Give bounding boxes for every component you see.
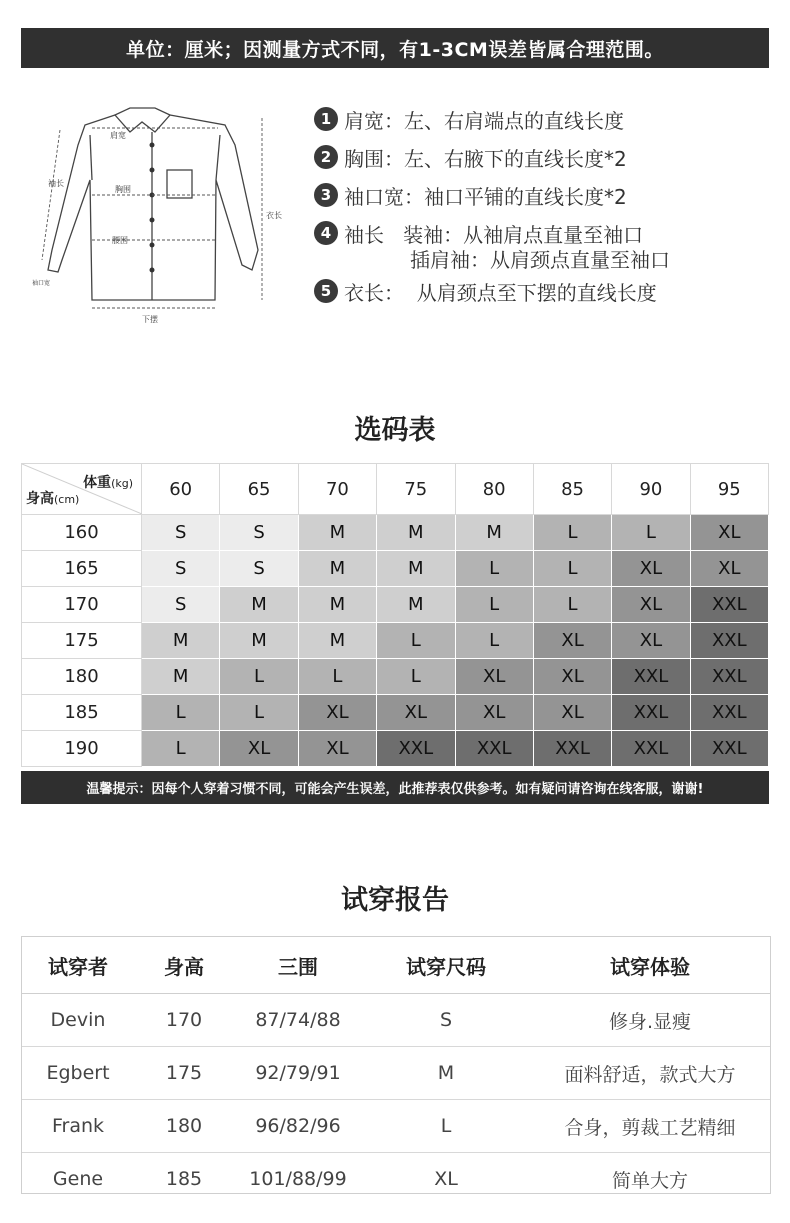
measure-text: 袖长 装袖：从袖肩点直量至袖口 [344,222,644,247]
size-cell: L [612,515,690,551]
size-row [22,515,769,551]
size-cell: L [377,659,455,695]
tester-name: Devin [22,994,134,1047]
measure-text: 袖口宽：袖口平铺的直线长度*2 [344,184,627,209]
tester-measurements: 101/88/99 [249,1168,347,1190]
size-cell: XL [533,695,611,731]
tester-size: L [362,1100,530,1153]
size-cell: L [455,623,533,659]
size-cell: M [298,587,376,623]
measure-length [314,272,670,310]
size-row [22,587,769,623]
tester-size: XL [434,1168,458,1190]
size-cell: S [142,515,220,551]
weight-header: 95 [690,464,768,515]
label-cuff: 袖口宽 [32,280,51,287]
size-cell: XXL [612,731,690,767]
height-cell: 175 [22,623,142,659]
tester-name: Frank [22,1100,134,1153]
weight-header: 75 [377,464,455,515]
tester-measurements: 87/74/88 [234,994,362,1047]
size-cell: M [142,623,220,659]
size-cell: S [142,587,220,623]
tester-name: Gene [52,1168,104,1190]
measure-text: 肩宽：左、右肩端点的直线长度 [344,108,624,133]
size-cell: L [533,551,611,587]
size-cell: M [377,587,455,623]
size-cell: XL [220,731,298,767]
tester-size: S [362,994,530,1047]
tester-height: 180 [134,1100,234,1153]
size-cell: XL [298,695,376,731]
shirt-measurement-diagram [30,100,300,330]
size-cell: XL [612,623,690,659]
fit-report-table [21,936,771,1194]
size-cell: M [142,659,220,695]
label-length: 衣长 [266,211,282,220]
tester-feedback: 简单大方 [611,1169,688,1192]
size-cell: XL [377,695,455,731]
tester-name: Egbert [22,1047,134,1100]
size-cell: XXL [612,695,690,731]
size-cell: L [142,731,220,767]
size-cell: L [220,695,298,731]
tester-height: 185 [165,1168,203,1190]
number-3-icon: 3 [314,183,338,207]
report-header: 试穿者 [22,937,134,994]
measure-shoulder [314,100,670,138]
tester-height: 170 [134,994,234,1047]
size-cell: L [533,515,611,551]
height-cell: 190 [22,731,142,767]
measure-sleeve-raglan [314,244,670,272]
report-row [22,1100,770,1153]
measure-subtext: 插肩袖：从肩颈点直量至袖口 [410,247,670,272]
weight-header: 60 [142,464,220,515]
tester-feedback: 合身，剪裁工艺精细 [530,1100,770,1153]
corner-weight-label: 体重(kg) [83,475,133,491]
height-cell: 185 [22,695,142,731]
size-cell: M [377,515,455,551]
unit-banner: 单位：厘米；因测量方式不同，有1-3CM误差皆属合理范围。 [21,28,769,68]
tester-measurements: 96/82/96 [234,1100,362,1153]
size-row [22,731,769,767]
report-row [22,1153,770,1206]
number-5-icon: 5 [314,279,338,303]
measure-cuff [314,176,670,214]
size-cell: M [298,623,376,659]
label-chest: 胸围 [115,185,131,194]
size-cell: XXL [690,695,768,731]
size-cell: XL [612,587,690,623]
size-cell: XXL [533,731,611,767]
measure-text: 衣长： 从肩颈点至下摆的直线长度 [344,280,657,305]
size-cell: XL [455,695,533,731]
number-2-icon: 2 [314,145,338,169]
weight-header: 70 [298,464,376,515]
size-cell: XXL [690,659,768,695]
height-cell: 170 [22,587,142,623]
tester-feedback: 面料舒适，款式大方 [530,1047,770,1100]
size-cell: XL [612,551,690,587]
size-cell: M [377,551,455,587]
size-cell: XL [690,551,768,587]
size-cell: XL [533,623,611,659]
size-cell: L [220,659,298,695]
size-row [22,551,769,587]
height-cell: 165 [22,551,142,587]
size-cell: S [220,515,298,551]
size-cell: XL [690,515,768,551]
tester-feedback: 修身.显瘦 [530,994,770,1047]
weight-header: 80 [455,464,533,515]
size-cell: M [220,587,298,623]
size-tip-banner: 温馨提示：因每个人穿着习惯不同，可能会产生误差，此推荐表仅供参考。如有疑问请咨询在线客服，谢谢! [21,771,769,804]
corner-height-label: 身高(cm) [26,491,80,507]
size-row [22,695,769,731]
label-sleeve: 袖长 [48,179,64,188]
report-header: 试穿体验 [530,937,770,994]
measure-chest [314,138,670,176]
size-chart-corner [22,464,142,515]
fit-report-title: 试穿报告 [341,885,449,916]
size-cell: XL [533,659,611,695]
size-cell: XXL [612,659,690,695]
size-cell: L [142,695,220,731]
size-cell: XXL [690,731,768,767]
size-chart-header-row [22,464,769,515]
size-cell: XL [298,731,376,767]
label-hem: 下摆 [142,315,158,324]
height-cell: 160 [22,515,142,551]
size-chart-title: 选码表 [354,415,436,446]
report-header-row [22,937,770,994]
size-cell: L [455,587,533,623]
report-header: 三围 [234,937,362,994]
size-row [22,659,769,695]
number-4-icon: 4 [314,221,338,245]
report-row [22,1047,770,1100]
size-cell: XXL [455,731,533,767]
label-shoulder: 肩宽 [110,131,126,140]
report-header: 试穿尺码 [362,937,530,994]
size-cell: M [455,515,533,551]
height-cell: 180 [22,659,142,695]
report-row [22,994,770,1047]
size-cell: XXL [690,623,768,659]
size-cell: XXL [690,587,768,623]
size-cell: XL [455,659,533,695]
size-cell: M [298,551,376,587]
size-cell: XXL [377,731,455,767]
report-header: 身高 [134,937,234,994]
size-chart-table [21,463,769,767]
size-cell: L [533,587,611,623]
size-cell: M [298,515,376,551]
size-cell: M [220,623,298,659]
label-waist: 腰围 [112,236,128,245]
weight-header: 85 [533,464,611,515]
weight-header: 65 [220,464,298,515]
weight-header: 90 [612,464,690,515]
size-cell: L [298,659,376,695]
size-row [22,623,769,659]
tester-size: M [362,1047,530,1100]
measurement-list [314,100,670,310]
size-cell: L [455,551,533,587]
size-cell: L [377,623,455,659]
measure-text: 胸围：左、右腋下的直线长度*2 [344,146,627,171]
size-cell: S [220,551,298,587]
tester-height: 175 [134,1047,234,1100]
size-cell: S [142,551,220,587]
tester-measurements: 92/79/91 [234,1047,362,1100]
number-1-icon: 1 [314,107,338,131]
